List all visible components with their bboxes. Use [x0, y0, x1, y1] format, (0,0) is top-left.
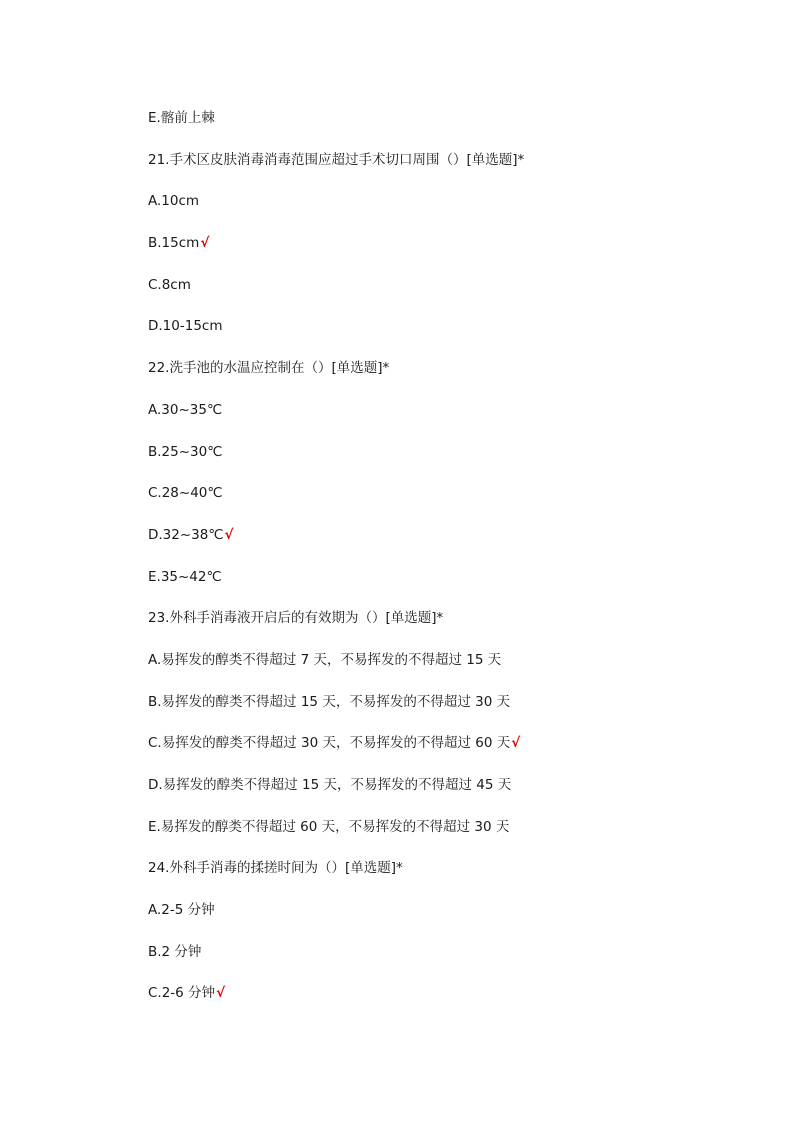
question-text	[148, 854, 748, 896]
option-text	[148, 771, 748, 813]
option-label: E.髂前上棘	[148, 110, 215, 126]
option-text	[148, 688, 748, 730]
option-label: A.10cm	[148, 193, 200, 210]
option-label: C.易挥发的醇类不得超过 30 天，不易挥发的不得超过 60 天	[148, 735, 511, 752]
question-label: 22.洗手池的水温应控制在（）[单选题]*	[148, 360, 390, 377]
question-label: 23.外科手消毒液开启后的有效期为（）[单选题]*	[148, 610, 444, 627]
option-label: A.30~35℃	[148, 401, 223, 418]
check-mark-icon: √	[216, 985, 226, 1002]
option-text	[148, 646, 748, 688]
option-text	[148, 521, 748, 563]
check-mark-icon: √	[511, 735, 521, 752]
option-text	[148, 813, 748, 855]
option-label: D.易挥发的醇类不得超过 15 天，不易挥发的不得超过 45 天	[148, 777, 512, 793]
option-text	[148, 563, 748, 605]
option-label: C.2-6 分钟	[148, 985, 216, 1002]
option-label: E.35~42℃	[148, 568, 222, 585]
option-label: D.10-15cm	[148, 318, 223, 335]
option-text	[148, 396, 748, 438]
question-label: 24.外科手消毒的揉搓时间为（）[单选题]*	[148, 860, 403, 877]
option-text	[148, 479, 748, 521]
option-text	[148, 104, 748, 146]
option-label: B.15cm	[148, 235, 200, 252]
option-label: B.25~30℃	[148, 443, 223, 460]
option-text	[148, 896, 748, 938]
question-text	[148, 604, 748, 646]
option-label: D.32~38℃	[148, 526, 224, 543]
question-label: 21.手术区皮肤消毒消毒范围应超过手术切口周围（）[单选题]*	[148, 151, 525, 168]
option-text	[148, 229, 748, 271]
option-text	[148, 438, 748, 480]
check-mark-icon: √	[224, 526, 234, 543]
option-label: B.易挥发的醇类不得超过 15 天，不易挥发的不得超过 30 天	[148, 693, 511, 710]
option-text	[148, 271, 748, 313]
option-label: E.易挥发的醇类不得超过 60 天，不易挥发的不得超过 30 天	[148, 818, 510, 835]
question-text	[148, 354, 748, 396]
option-label: C.8cm	[148, 276, 191, 293]
option-text	[148, 312, 748, 354]
option-label: B.2 分钟	[148, 943, 202, 960]
document-page	[148, 104, 748, 1021]
option-label: A.2-5 分钟	[148, 902, 215, 919]
check-mark-icon: √	[200, 235, 210, 252]
option-text	[148, 979, 748, 1021]
option-label: A.易挥发的醇类不得超过 7 天，不易挥发的不得超过 15 天	[148, 651, 502, 668]
option-label: C.28~40℃	[148, 485, 223, 502]
option-text	[148, 729, 748, 771]
option-text	[148, 187, 748, 229]
option-text	[148, 938, 748, 980]
question-text	[148, 146, 748, 188]
